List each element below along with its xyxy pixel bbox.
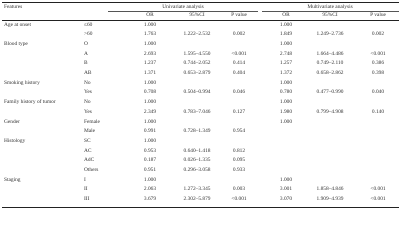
cell-or-univariate: 1.000 <box>143 99 157 106</box>
cell-ci-multivariate: 1.664–4.486 <box>316 50 344 57</box>
cell-or-univariate: 1.000 <box>143 79 157 86</box>
cell-or-univariate: 0.951 <box>143 167 157 173</box>
cell-or-multivariate: 1.849 <box>279 31 293 38</box>
cell-p-univariate: 0.933 <box>232 167 246 173</box>
cell-variable: Staging <box>4 176 21 183</box>
cell-p-univariate: 0.414 <box>232 60 246 67</box>
cell-or-univariate: 3.679 <box>143 196 157 203</box>
cell-category: Yes <box>84 89 92 96</box>
header-ci-univariate: 95%CI <box>189 12 205 18</box>
cell-p-univariate: 0.127 <box>232 108 246 115</box>
header-features: Features <box>4 3 23 10</box>
cell-variable: Blood type <box>4 40 28 47</box>
cell-p-multivariate: 0.040 <box>371 89 385 96</box>
cell-or-univariate: 0.953 <box>143 147 157 154</box>
cell-or-multivariate: 1.000 <box>279 176 293 183</box>
cell-p-multivariate: 0.398 <box>371 70 385 76</box>
cell-p-univariate: 0.812 <box>232 147 246 154</box>
cell-or-multivariate: 1.000 <box>279 40 293 47</box>
header-or-multivariate: OR <box>282 12 290 18</box>
cell-variable: Age at onset <box>4 21 31 28</box>
cell-p-univariate: 0.954 <box>232 128 246 135</box>
cell-p-univariate: 0.046 <box>232 89 246 96</box>
header-univariate: Univariate analysis <box>162 3 204 10</box>
cell-category: ≤60 <box>84 21 93 28</box>
cell-or-multivariate: 3.070 <box>279 196 293 203</box>
cell-or-univariate: 2.063 <box>143 186 157 193</box>
cell-variable: Family history of tumor <box>4 99 56 106</box>
cell-category: Others <box>84 167 99 173</box>
cell-variable: Gender <box>4 118 20 125</box>
cell-p-univariate: 0.095 <box>232 157 246 164</box>
cell-variable: Histology <box>4 137 26 144</box>
cell-ci-multivariate: 1.249–2.736 <box>316 31 344 38</box>
cell-or-multivariate: 1.980 <box>279 108 293 115</box>
cell-category: III <box>84 196 90 203</box>
cell-p-multivariate: 0.386 <box>371 60 385 67</box>
cell-or-univariate: 0.708 <box>143 89 157 96</box>
cell-ci-multivariate: 1.909–4.939 <box>316 196 344 203</box>
cell-or-multivariate: 1.000 <box>279 21 293 28</box>
cell-p-univariate: <0.001 <box>231 196 247 203</box>
cell-or-multivariate: 1.000 <box>279 99 293 106</box>
cell-category: A <box>84 50 88 57</box>
cell-category: AC <box>84 147 92 154</box>
header-multivariate: Multivariate analysis <box>307 3 353 10</box>
cell-ci-univariate: 1.272–3.345 <box>183 186 211 193</box>
cell-category: B <box>84 60 88 67</box>
cell-ci-univariate: 1.222–2.532 <box>183 31 211 38</box>
cell-or-univariate: 1.371 <box>143 70 157 76</box>
cell-p-univariate: <0.001 <box>231 50 247 57</box>
cell-or-multivariate: 1.000 <box>279 79 293 86</box>
table-bottom-rule <box>2 207 399 208</box>
cell-category: SC <box>84 137 91 144</box>
cell-ci-univariate: 0.744–2.052 <box>183 60 211 67</box>
cell-or-univariate: 2.693 <box>143 50 157 57</box>
cell-p-multivariate: <0.001 <box>370 196 386 203</box>
cell-or-univariate: 0.187 <box>143 157 157 164</box>
cell-or-univariate: 0.991 <box>143 128 157 135</box>
cell-category: I <box>84 176 86 183</box>
cell-ci-multivariate: 0.658–2.862 <box>316 70 344 76</box>
cell-ci-multivariate: 1.858–4.846 <box>316 186 344 193</box>
cell-ci-univariate: 1.595–4.550 <box>183 50 211 57</box>
cell-p-multivariate: <0.001 <box>370 186 386 193</box>
cell-ci-univariate: 0.026–1.335 <box>183 157 211 164</box>
cell-category: II <box>84 186 88 193</box>
cell-ci-multivariate: 0.749–2.110 <box>316 60 344 67</box>
cell-or-univariate: 2.349 <box>143 108 157 115</box>
cell-or-univariate: 1.000 <box>143 118 157 125</box>
header-p-univariate: P value <box>231 12 247 18</box>
cell-ci-univariate: 0.504–0.994 <box>183 89 211 96</box>
cell-or-univariate: 1.000 <box>143 137 157 144</box>
cell-p-univariate: 0.002 <box>232 31 246 38</box>
cell-p-univariate: 0.404 <box>232 70 246 76</box>
cell-ci-multivariate: 0.799–4.908 <box>316 108 344 115</box>
cell-category: >60 <box>84 31 93 38</box>
cell-or-multivariate: 1.372 <box>279 70 293 76</box>
cell-or-univariate: 1.763 <box>143 31 157 38</box>
cell-or-multivariate: 1.000 <box>279 118 293 125</box>
cell-or-multivariate: 2.748 <box>279 50 293 57</box>
cell-ci-univariate: 2.302–5.879 <box>183 196 211 203</box>
cell-ci-multivariate: 0.477–0.990 <box>316 89 344 96</box>
cell-p-multivariate: <0.001 <box>370 50 386 57</box>
cell-category: Female <box>84 118 100 125</box>
cell-category: Male <box>84 128 96 135</box>
cell-category: No <box>84 79 91 86</box>
cell-p-univariate: 0.003 <box>232 186 246 193</box>
cell-or-univariate: 1.000 <box>143 21 157 28</box>
cell-ci-univariate: 0.296–3.058 <box>183 167 211 173</box>
cell-ci-univariate: 0.728–1.349 <box>183 128 211 135</box>
cell-or-multivariate: 3.001 <box>279 186 293 193</box>
cell-category: Yes <box>84 108 92 115</box>
header-or-univariate: OR <box>146 12 154 18</box>
table-header-rule <box>2 20 399 21</box>
univariate-group-rule <box>108 11 258 12</box>
cell-ci-univariate: 0.653–2.879 <box>183 70 211 76</box>
header-ci-multivariate: 95%CI <box>322 12 338 18</box>
cell-p-multivariate: 0.002 <box>371 31 385 38</box>
cell-or-univariate: 1.000 <box>143 40 157 47</box>
cell-category: AdC <box>84 157 95 164</box>
cell-or-univariate: 1.237 <box>143 60 157 67</box>
cell-category: AB <box>84 70 92 76</box>
cell-ci-univariate: 0.640–1.418 <box>183 147 211 154</box>
cell-category: No <box>84 99 91 106</box>
header-p-multivariate: P value <box>370 12 386 18</box>
cell-ci-univariate: 0.783–7.046 <box>183 108 211 115</box>
cell-variable: Smoking history <box>4 79 40 86</box>
cell-or-univariate: 1.000 <box>143 176 157 183</box>
cell-or-multivariate: 0.780 <box>279 89 293 96</box>
cell-or-multivariate: 1.257 <box>279 60 293 67</box>
multivariate-group-rule <box>262 11 399 12</box>
cell-p-multivariate: 0.140 <box>371 108 385 115</box>
cell-category: O <box>84 40 88 47</box>
